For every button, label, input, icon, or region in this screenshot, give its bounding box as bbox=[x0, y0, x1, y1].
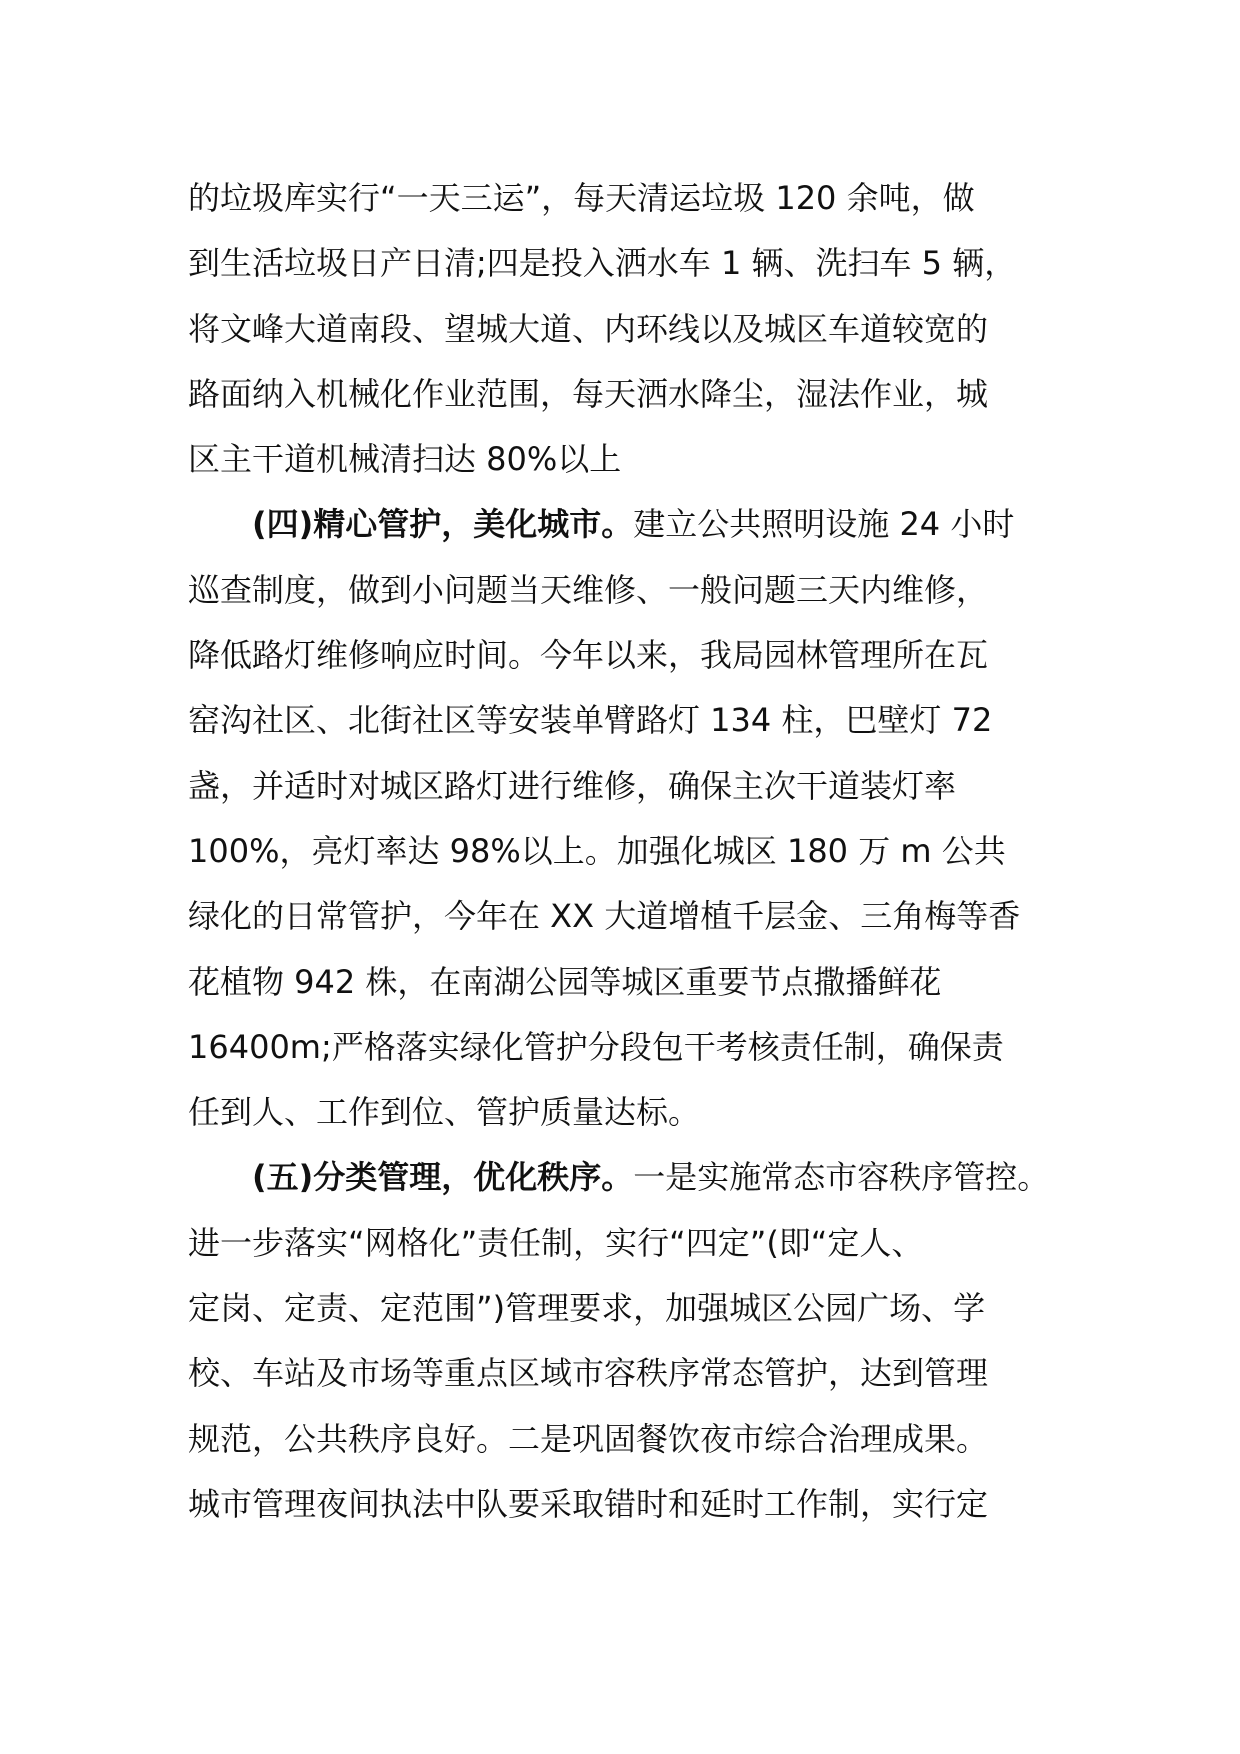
paragraph-line: 定岗、定责、定范围”)管理要求，加强城区公园广场、学 bbox=[188, 1289, 986, 1328]
paragraph-line: 校、车站及市场等重点区域市容秩序常态管护，达到管理 bbox=[188, 1354, 989, 1393]
paragraph-line: 巡查制度，做到小问题当天维修、一般问题三天内维修， bbox=[188, 570, 989, 609]
paragraph-line: 的垃圾库实行“一天三运”，每天清运垃圾 120 余吨，做 bbox=[188, 179, 975, 217]
section-4-first-line-text: 建立公共照明设施 24 小时 bbox=[633, 505, 1015, 544]
paragraph-line: 到生活垃圾日产日清;四是投入洒水车 1 辆、洗扫车 5 辆， bbox=[188, 244, 1017, 283]
paragraph-line: 规范，公共秩序良好。二是巩固餐饮夜市综合治理成果。 bbox=[188, 1419, 989, 1458]
section-4-heading: (四)精心管护，美化城市。 bbox=[252, 505, 634, 544]
paragraph-line: 区主干道机械清扫达 80%以上 bbox=[188, 440, 622, 479]
paragraph-line: 花植物 942 株，在南湖公园等城区重要节点撒播鲜花 bbox=[188, 962, 942, 1001]
paragraph-line: 任到人、工作到位、管护质量达标。 bbox=[188, 1093, 701, 1132]
section-5-first-line bbox=[188, 1145, 1088, 1210]
section-4-paragraph bbox=[188, 492, 1088, 1145]
section-5-heading: (五)分类管理，优化秩序。 bbox=[252, 1158, 634, 1197]
paragraph-line: 盏，并适时对城区路灯进行维修，确保主次干道装灯率 bbox=[188, 766, 957, 805]
section-5-paragraph bbox=[188, 1145, 1088, 1537]
section-4-first-line bbox=[188, 492, 1088, 557]
paragraph-line: 将文峰大道南段、望城大道、内环线以及城区车道较宽的 bbox=[188, 309, 989, 348]
paragraph-line: 路面纳入机械化作业范围，每天洒水降尘，湿法作业，城 bbox=[188, 374, 989, 413]
paragraph-line: 降低路灯维修响应时间。今年以来，我局园林管理所在瓦 bbox=[188, 636, 989, 675]
paragraph-line: 100%，亮灯率达 98%以上。加强化城区 180 万 m 公共 bbox=[188, 831, 1006, 870]
paragraph-line: 窑沟社区、北街社区等安装单臂路灯 134 柱，巴壁灯 72 bbox=[188, 701, 993, 740]
paragraph-line: 16400m;严格落实绿化管护分段包干考核责任制，确保责 bbox=[188, 1027, 1004, 1066]
document-body bbox=[188, 166, 1088, 1537]
paragraph-line: 城市管理夜间执法中队要采取错时和延时工作制，实行定 bbox=[188, 1484, 989, 1523]
paragraph-line: 绿化的日常管护，今年在 XX 大道增植千层金、三角梅等香 bbox=[188, 897, 1021, 936]
paragraph-line: 进一步落实“网格化”责任制，实行“四定”(即“定人、 bbox=[188, 1223, 924, 1262]
section-5-first-line-text: 一是实施常态市容秩序管控。 bbox=[633, 1158, 1050, 1197]
paragraph-prev bbox=[188, 166, 1088, 492]
